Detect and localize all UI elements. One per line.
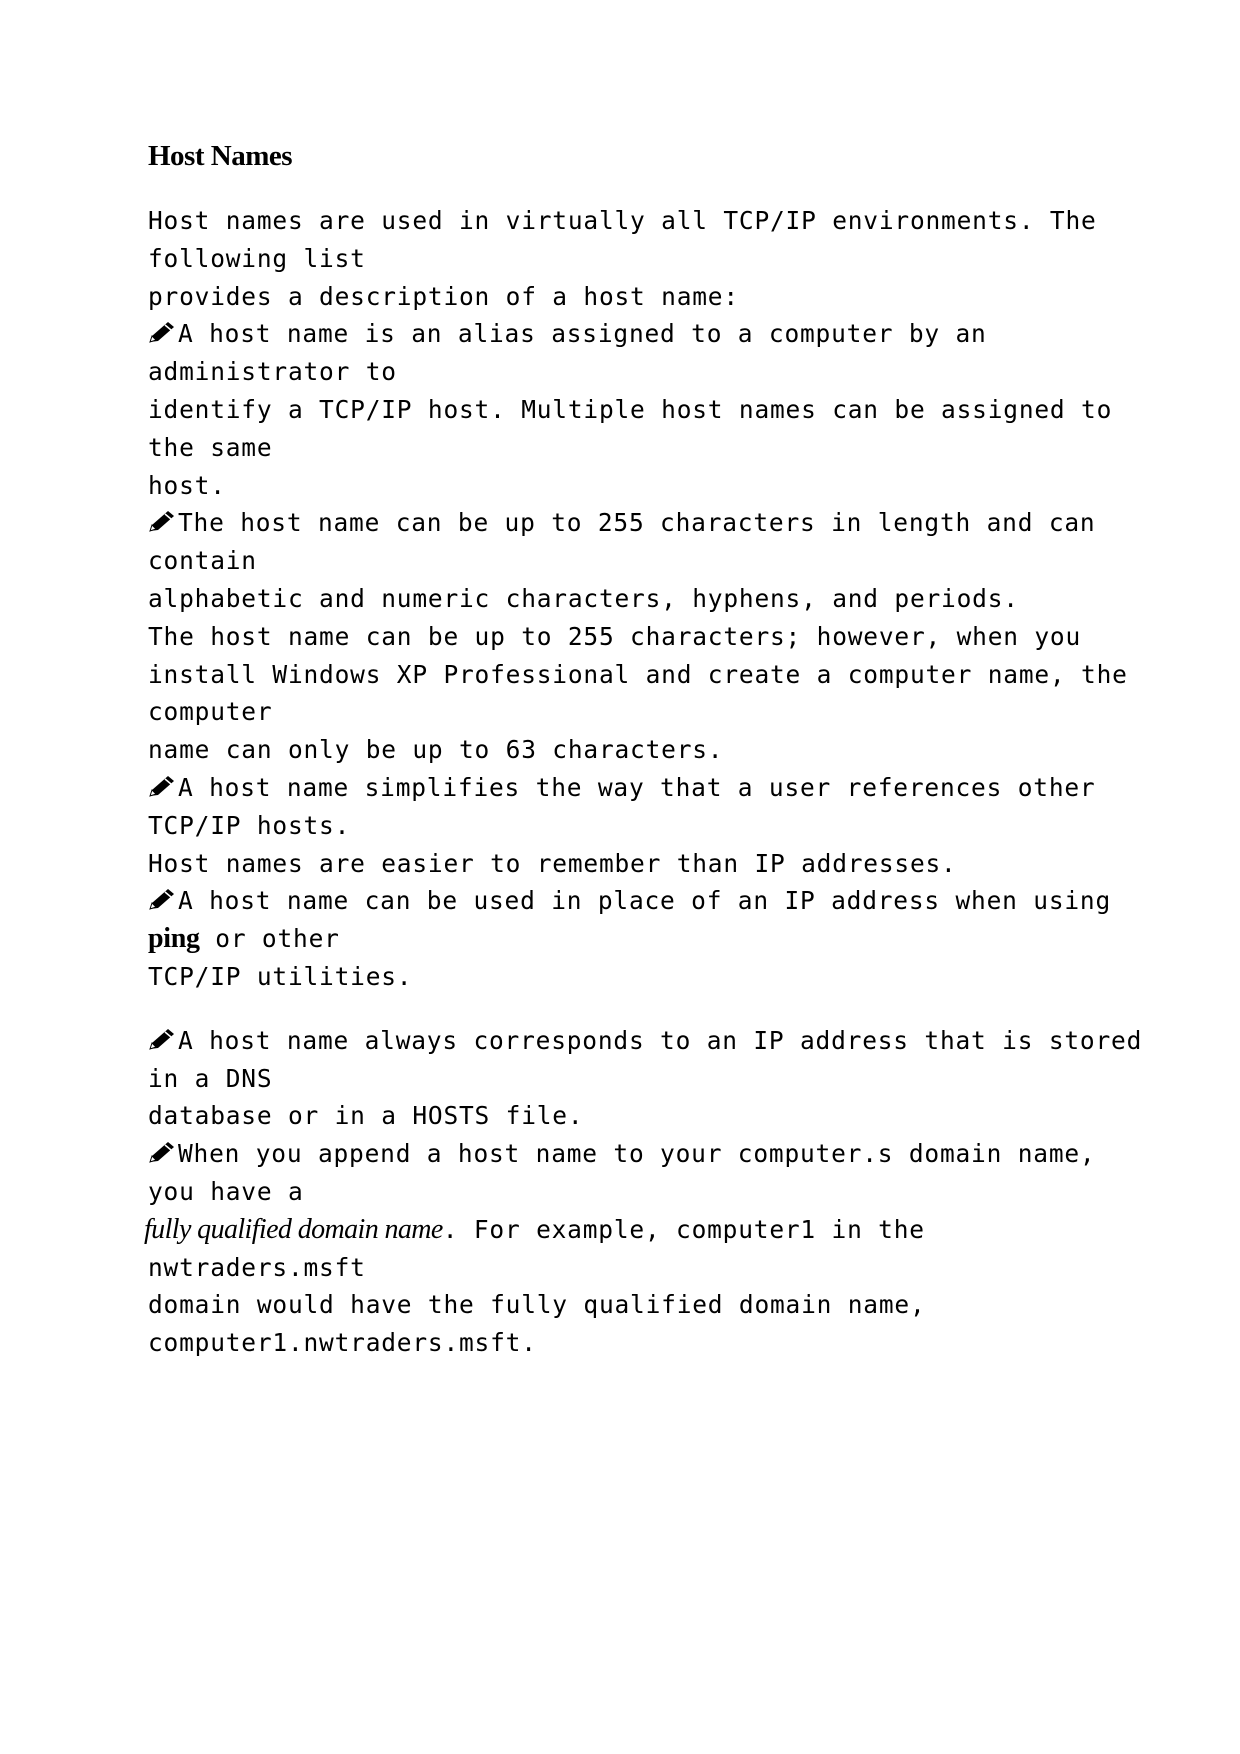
bullet-line: in a DNS bbox=[148, 1063, 273, 1093]
intro-line: Host names are used in virtually all TCP/IP environments. The bbox=[148, 206, 1097, 235]
document-title: Host Names bbox=[148, 140, 293, 172]
bullet-line: host. bbox=[148, 470, 226, 500]
pencil-icon bbox=[148, 320, 178, 346]
bullet-line: administrator to bbox=[148, 357, 397, 387]
bullet-line: install Windows XP Professional and create a computer name, the bbox=[148, 659, 1128, 689]
bullet-line: computer1.nwtraders.msft. bbox=[148, 1328, 537, 1358]
pencil-icon bbox=[148, 1140, 178, 1166]
bullet-line: alphabetic and numeric characters, hyphens, and periods. bbox=[148, 583, 1019, 613]
bullet-line: you have a bbox=[148, 1176, 304, 1206]
bullet-line: name can only be up to 63 characters. bbox=[148, 735, 724, 765]
bullet-line: computer bbox=[148, 697, 273, 727]
bullet-line: database or in a HOSTS file. bbox=[148, 1101, 584, 1131]
bullet-line: The host name can be up to 255 characters in length and can bbox=[148, 504, 1108, 542]
ping-command: ping bbox=[148, 923, 200, 955]
document-body bbox=[144, 202, 1143, 1362]
pencil-icon bbox=[148, 887, 178, 913]
paragraph-gap bbox=[148, 996, 1108, 1022]
bullet-line: A host name is an alias assigned to a computer by an bbox=[148, 315, 1108, 353]
pencil-icon bbox=[148, 1027, 178, 1053]
pencil-icon bbox=[148, 774, 178, 800]
bullet-line: A host name simplifies the way that a user references other bbox=[148, 769, 1108, 807]
bullet-line: A host name can be used in place of an IP address when using bbox=[148, 882, 1108, 920]
bullet-line: A host name always corresponds to an IP address that is stored bbox=[148, 1022, 1108, 1060]
intro-line: provides a description of a host name: bbox=[148, 281, 739, 311]
fqdn-term: fully qualified domain name bbox=[144, 1213, 443, 1245]
bullet-line: When you append a host name to your computer.s domain name, bbox=[148, 1135, 1108, 1173]
bullet-line: domain would have the fully qualified domain name, bbox=[148, 1290, 926, 1320]
bullet-line: fully qualified domain name. For example, computer1 in the bbox=[144, 1213, 925, 1245]
bullet-line: TCP/IP utilities. bbox=[148, 961, 413, 991]
bullet-line: The host name can be up to 255 characters; however, when you bbox=[148, 621, 1082, 651]
pencil-icon bbox=[148, 509, 178, 535]
intro-line: following list bbox=[148, 243, 366, 273]
document-page bbox=[144, 140, 1143, 1362]
bullet-line: identify a TCP/IP host. Multiple host names can be assigned to bbox=[148, 394, 1113, 424]
bullet-line: contain bbox=[148, 546, 257, 576]
bullet-line: TCP/IP hosts. bbox=[148, 810, 351, 840]
bullet-line: Host names are easier to remember than IP addresses. bbox=[148, 848, 957, 878]
bullet-line: ping or other bbox=[148, 923, 340, 955]
bullet-line: the same bbox=[148, 432, 273, 462]
bullet-line: nwtraders.msft bbox=[148, 1252, 366, 1282]
